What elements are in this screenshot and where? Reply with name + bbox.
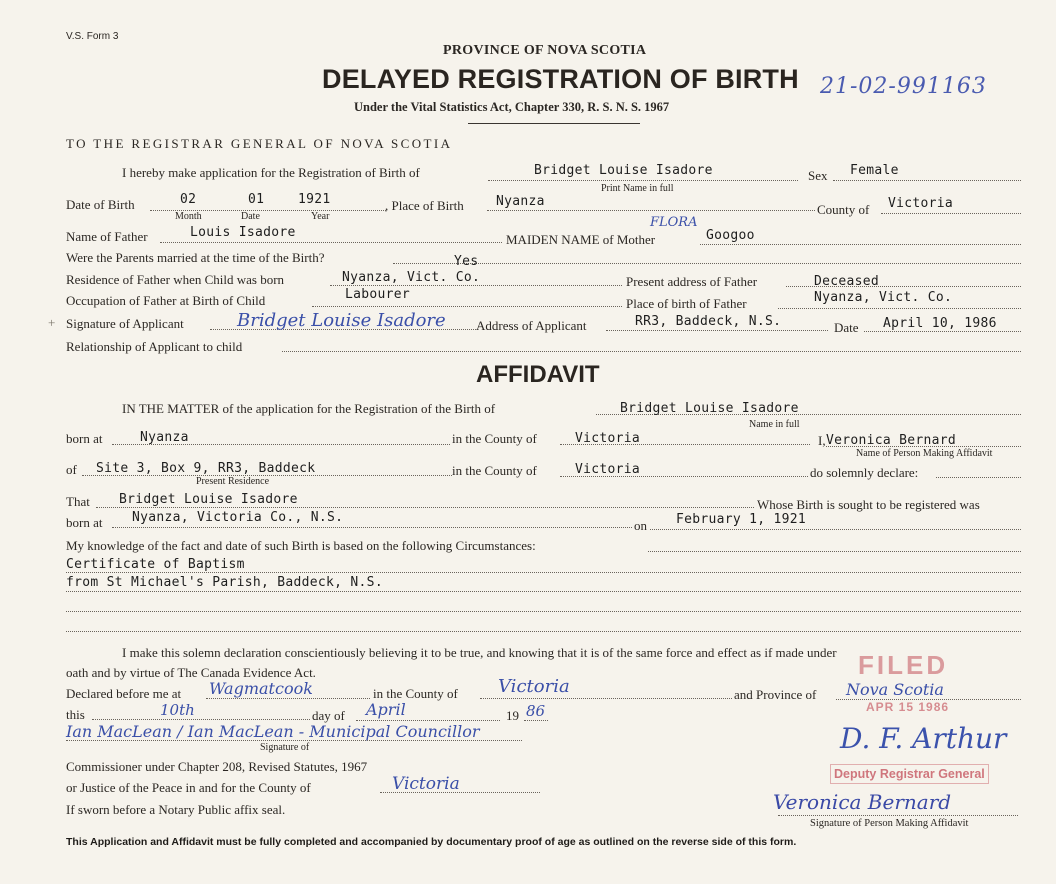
born-on-value: February 1, 1921 [676,512,807,527]
father-label: Name of Father [66,229,148,244]
declared-before-label: Declared before me at [66,686,182,701]
occupation-label: Occupation of Father at Birth of Child [66,293,266,308]
residence-value: Nyanza, Vict. Co. [342,270,481,285]
born-at-value: Nyanza [140,430,189,445]
county-label-1: in the County of [452,431,537,446]
day-of-label: day of [312,708,345,723]
county-label: County of [817,202,870,217]
month-caption: Month [175,211,202,222]
registrar-signature: D. F. Arthur [840,722,1007,755]
whose-birth-label: Whose Birth is sought to be registered was [757,497,980,512]
date-caption: Date [241,211,260,222]
print-name-caption: Print Name in full [601,183,674,194]
place-label: , Place of Birth [385,198,464,213]
solemn-declaration-line-1: I make this solemn declaration conscientiously believing it to be true, and knowing that it is of the same force and effect as if made under [122,645,837,660]
place-value: Nyanza [496,194,545,209]
residence-label: Residence of Father when Child was born [66,272,285,287]
matter-label: IN THE MATTER of the application for the Registration of the Birth of [122,401,496,416]
circumstance-line-1: Certificate of Baptism [66,557,245,572]
registrar-title-stamp: Deputy Registrar General [830,764,989,784]
present-address-value: Deceased [814,274,880,289]
affidavit-child-name: Bridget Louise Isadore [620,401,799,416]
on-label: on [634,518,647,533]
born-at-label: born at [66,431,103,446]
date-value: April 10, 1986 [883,316,997,331]
declared-province-handwritten: Nova Scotia [846,680,944,699]
deponent-signature: Veronica Bernard [773,790,952,814]
year-prefix: 19 [506,708,519,723]
declared-place-handwritten: Wagmatcook [209,679,313,698]
married-label: Were the Parents married at the time of the Birth? [66,250,325,265]
day-handwritten: 10th [160,701,195,719]
year-caption: Year [311,211,330,222]
province-label: and Province of [734,687,817,702]
notary-line: If sworn before a Notary Public affix seal. [66,802,286,817]
county-label-2: in the County of [452,463,537,478]
deponent-residence: Site 3, Box 9, RR3, Baddeck [96,461,316,476]
name-in-full-caption: Name in full [749,419,800,430]
footer-note: This Application and Affidavit must be fully completed and accompanied by documentary proof of age as outlined on the reverse side of this form. [66,836,797,848]
addressee-line: TO THE REGISTRAR GENERAL OF NOVA SCOTIA [66,136,453,151]
title-underline [468,123,640,124]
that-label: That [66,494,90,509]
dob-year-value: 1921 [298,192,331,207]
father-birthplace-label: Place of birth of Father [626,296,747,311]
circumstance-line-2: from St Michael's Parish, Baddeck, N.S. [66,575,383,590]
married-value: Yes [454,254,479,269]
commissioner-signature: Ian MacLean / Ian MacLean - Municipal Councillor [66,722,480,741]
present-address-label: Present address of Father [626,274,758,289]
maiden-label: MAIDEN NAME of Mother [506,232,656,247]
month-handwritten: April [366,700,406,719]
justice-label: or Justice of the Peace in and for the County of [66,780,311,795]
born-at-label-2: born at [66,515,103,530]
deponent-name: Veronica Bernard [826,433,957,448]
address-label: Address of Applicant [476,318,587,333]
father-birthplace-value: Nyanza, Vict. Co. [814,290,953,305]
county-label-3: in the County of [373,686,458,701]
present-residence-caption: Present Residence [196,476,270,487]
apply-label: I hereby make application for the Registration of Birth of [122,165,420,180]
commissioner-line: Commissioner under Chapter 208, Revised Statutes, 1967 [66,759,368,774]
sex-value: Female [850,163,899,178]
justice-county-handwritten: Victoria [392,774,460,794]
filed-stamp: FILED [858,650,949,680]
county-value-1: Victoria [575,431,641,446]
registration-number: 21-02-991163 [820,74,987,99]
applicant-signature-label: Signature of Applicant [66,316,184,331]
date-label: Date [834,320,859,335]
mother-first-name-handwritten: FLORA [650,215,698,230]
that-name-value: Bridget Louise Isadore [119,492,298,507]
relationship-label: Relationship of Applicant to child [66,339,243,354]
dob-label: Date of Birth [66,197,135,212]
deponent-caption: Name of Person Making Affidavit [856,448,993,459]
year-suffix-handwritten: 86 [526,702,546,720]
mother-maiden-value: Googoo [706,228,755,243]
deponent-signature-caption: Signature of Person Making Affidavit [810,818,969,829]
form-subtitle: Under the Vital Statistics Act, Chapter 330, R. S. N. S. 1967 [354,100,670,114]
father-value: Louis Isadore [190,225,296,240]
occupation-value: Labourer [345,287,411,302]
dob-day-value: 01 [248,192,265,207]
solemn-declaration-line-2: oath and by virtue of The Canada Evidence Act. [66,665,316,680]
form-title: DELAYED REGISTRATION OF BIRTH [322,64,799,94]
child-name-value: Bridget Louise Isadore [534,163,713,178]
declare-label: do solemnly declare: [810,465,919,480]
signature-of-caption: Signature of [260,742,310,753]
dob-month-value: 02 [180,192,197,207]
margin-plus-mark: + [48,315,56,330]
address-value: RR3, Baddeck, N.S. [635,314,782,329]
county-value-2: Victoria [575,462,641,477]
i-label: I, [818,433,826,448]
affidavit-heading: AFFIDAVIT [476,361,600,388]
sex-label: Sex [808,168,828,183]
filed-stamp-date: APR 15 1986 [866,700,950,714]
born-at-value-2: Nyanza, Victoria Co., N.S. [132,510,344,525]
county-value: Victoria [888,196,954,211]
knowledge-label: My knowledge of the fact and date of such Birth is based on the following Circumstances: [66,538,536,553]
province-heading: PROVINCE OF NOVA SCOTIA [443,43,647,58]
declared-county-handwritten: Victoria [498,676,570,697]
form-number: V.S. Form 3 [66,31,119,42]
of-label: of [66,462,77,477]
this-label: this [66,707,85,722]
applicant-signature: Bridget Louise Isadore [237,310,446,331]
